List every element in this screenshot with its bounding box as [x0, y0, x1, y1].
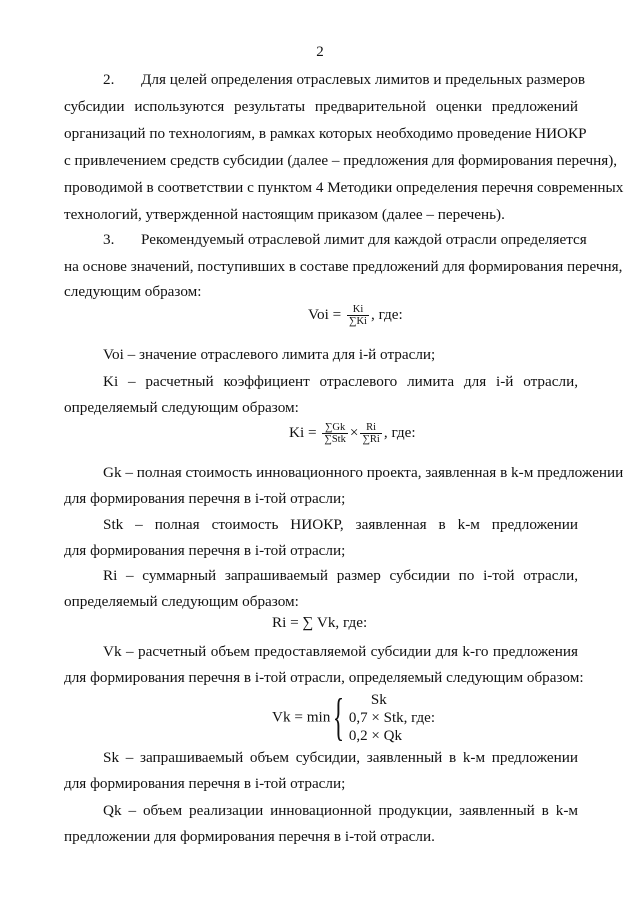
formula-voi [308, 304, 403, 327]
formula-ki-fraction-2 [360, 422, 381, 445]
formula-vk-cases [349, 691, 435, 745]
formula-ki-tail: , где: [383, 423, 416, 441]
formula-ki-lhs: Ki = [289, 423, 317, 441]
ri-definition-line-1: Ri – суммарный запрашиваемый размер субсидии по i-той отрасли, [103, 567, 578, 584]
formula-vk-brace: { [333, 688, 345, 746]
formula-ki [289, 422, 416, 445]
formula-voi-numerator: Ki [352, 304, 364, 315]
paragraph-2-line-6: технологий, утвержденной настоящим приказом (далее – перечень). [64, 206, 505, 223]
paragraph-2-number: 2. [103, 71, 115, 88]
qk-definition-line-1: Qk – объем реализации инновационной продукции, заявленный в k-м [103, 802, 578, 819]
formula-vk [272, 690, 435, 744]
formula-ki-times: × [349, 423, 359, 441]
sk-definition-line-2: для формирования перечня в i-той отрасли; [64, 775, 346, 792]
ki-definition-line-1: Ki – расчетный коэффициент отраслевого лимита для i-й отрасли, [103, 373, 578, 390]
gk-definition-line-1: Gk – полная стоимость инновационного проекта, заявленная в k-м предложении [103, 464, 624, 481]
qk-definition-line-2: предложении для формирования перечня в i-той отрасли. [64, 828, 435, 845]
formula-ki-fraction-1 [322, 422, 348, 445]
paragraph-2-line-4: с привлечением средств субсидии (далее – предложения для формирования перечня), [64, 152, 618, 169]
paragraph-3-number: 3. [103, 231, 115, 248]
voi-definition: Voi – значение отраслевого лимита для i-й отрасли; [103, 346, 436, 363]
paragraph-2-line-1: Для целей определения отраслевых лимитов и предельных размеров [141, 71, 586, 88]
paragraph-2-line-5: проводимой в соответствии с пунктом 4 Методики определения перечня современных [64, 179, 624, 196]
formula-ri: Ri = ∑ Vk, где: [272, 614, 368, 631]
vk-definition-line-1: Vk – расчетный объем предоставляемой субсидии для k-го предложения [103, 643, 578, 660]
paragraph-3-line-1: Рекомендуемый отраслевой лимит для каждой отрасли определяется [141, 231, 587, 248]
formula-voi-fraction [347, 304, 369, 327]
page-number: 2 [316, 44, 324, 60]
paragraph-3-line-3: следующим образом: [64, 283, 202, 300]
formula-voi-tail: , где: [370, 305, 403, 323]
paragraph-2-line-2: субсидии используются результаты предварительной оценки предложений [64, 98, 578, 115]
formula-voi-lhs: Voi = [308, 305, 342, 323]
formula-vk-case-1: Sk [370, 691, 387, 708]
ki-definition-line-2: определяемый следующим образом: [64, 399, 299, 416]
formula-ki-denominator-1: ∑Stk [324, 434, 346, 445]
stk-definition-line-2: для формирования перечня в i-той отрасли; [64, 542, 346, 559]
ri-definition-line-2: определяемый следующим образом: [64, 593, 299, 610]
formula-ki-numerator-1: ∑Gk [324, 422, 346, 433]
gk-definition-line-2: для формирования перечня в i-той отрасли; [64, 490, 346, 507]
paragraph-2-line-3: организаций по технологиям, в рамках которых необходимо проведение НИОКР [64, 125, 587, 142]
paragraph-3-line-2: на основе значений, поступивших в составе предложений для формирования перечня, [64, 258, 623, 275]
stk-definition-line-1: Stk – полная стоимость НИОКР, заявленная в k-м предложении [103, 516, 578, 533]
sk-definition-line-1: Sk – запрашиваемый объем субсидии, заявленный в k-м предложении [103, 749, 578, 766]
formula-voi-denominator: ∑Ki [348, 316, 367, 327]
formula-vk-lhs: Vk = min [272, 708, 331, 726]
formula-vk-case-3: 0,2 × Qk [348, 727, 402, 744]
formula-vk-case-2: 0,7 × Stk, где: [348, 709, 436, 726]
formula-ki-denominator-2: ∑Ri [362, 434, 380, 445]
vk-definition-line-2: для формирования перечня в i-той отрасли, определяемый следующим образом: [64, 669, 584, 686]
formula-ki-numerator-2: Ri [366, 422, 377, 433]
